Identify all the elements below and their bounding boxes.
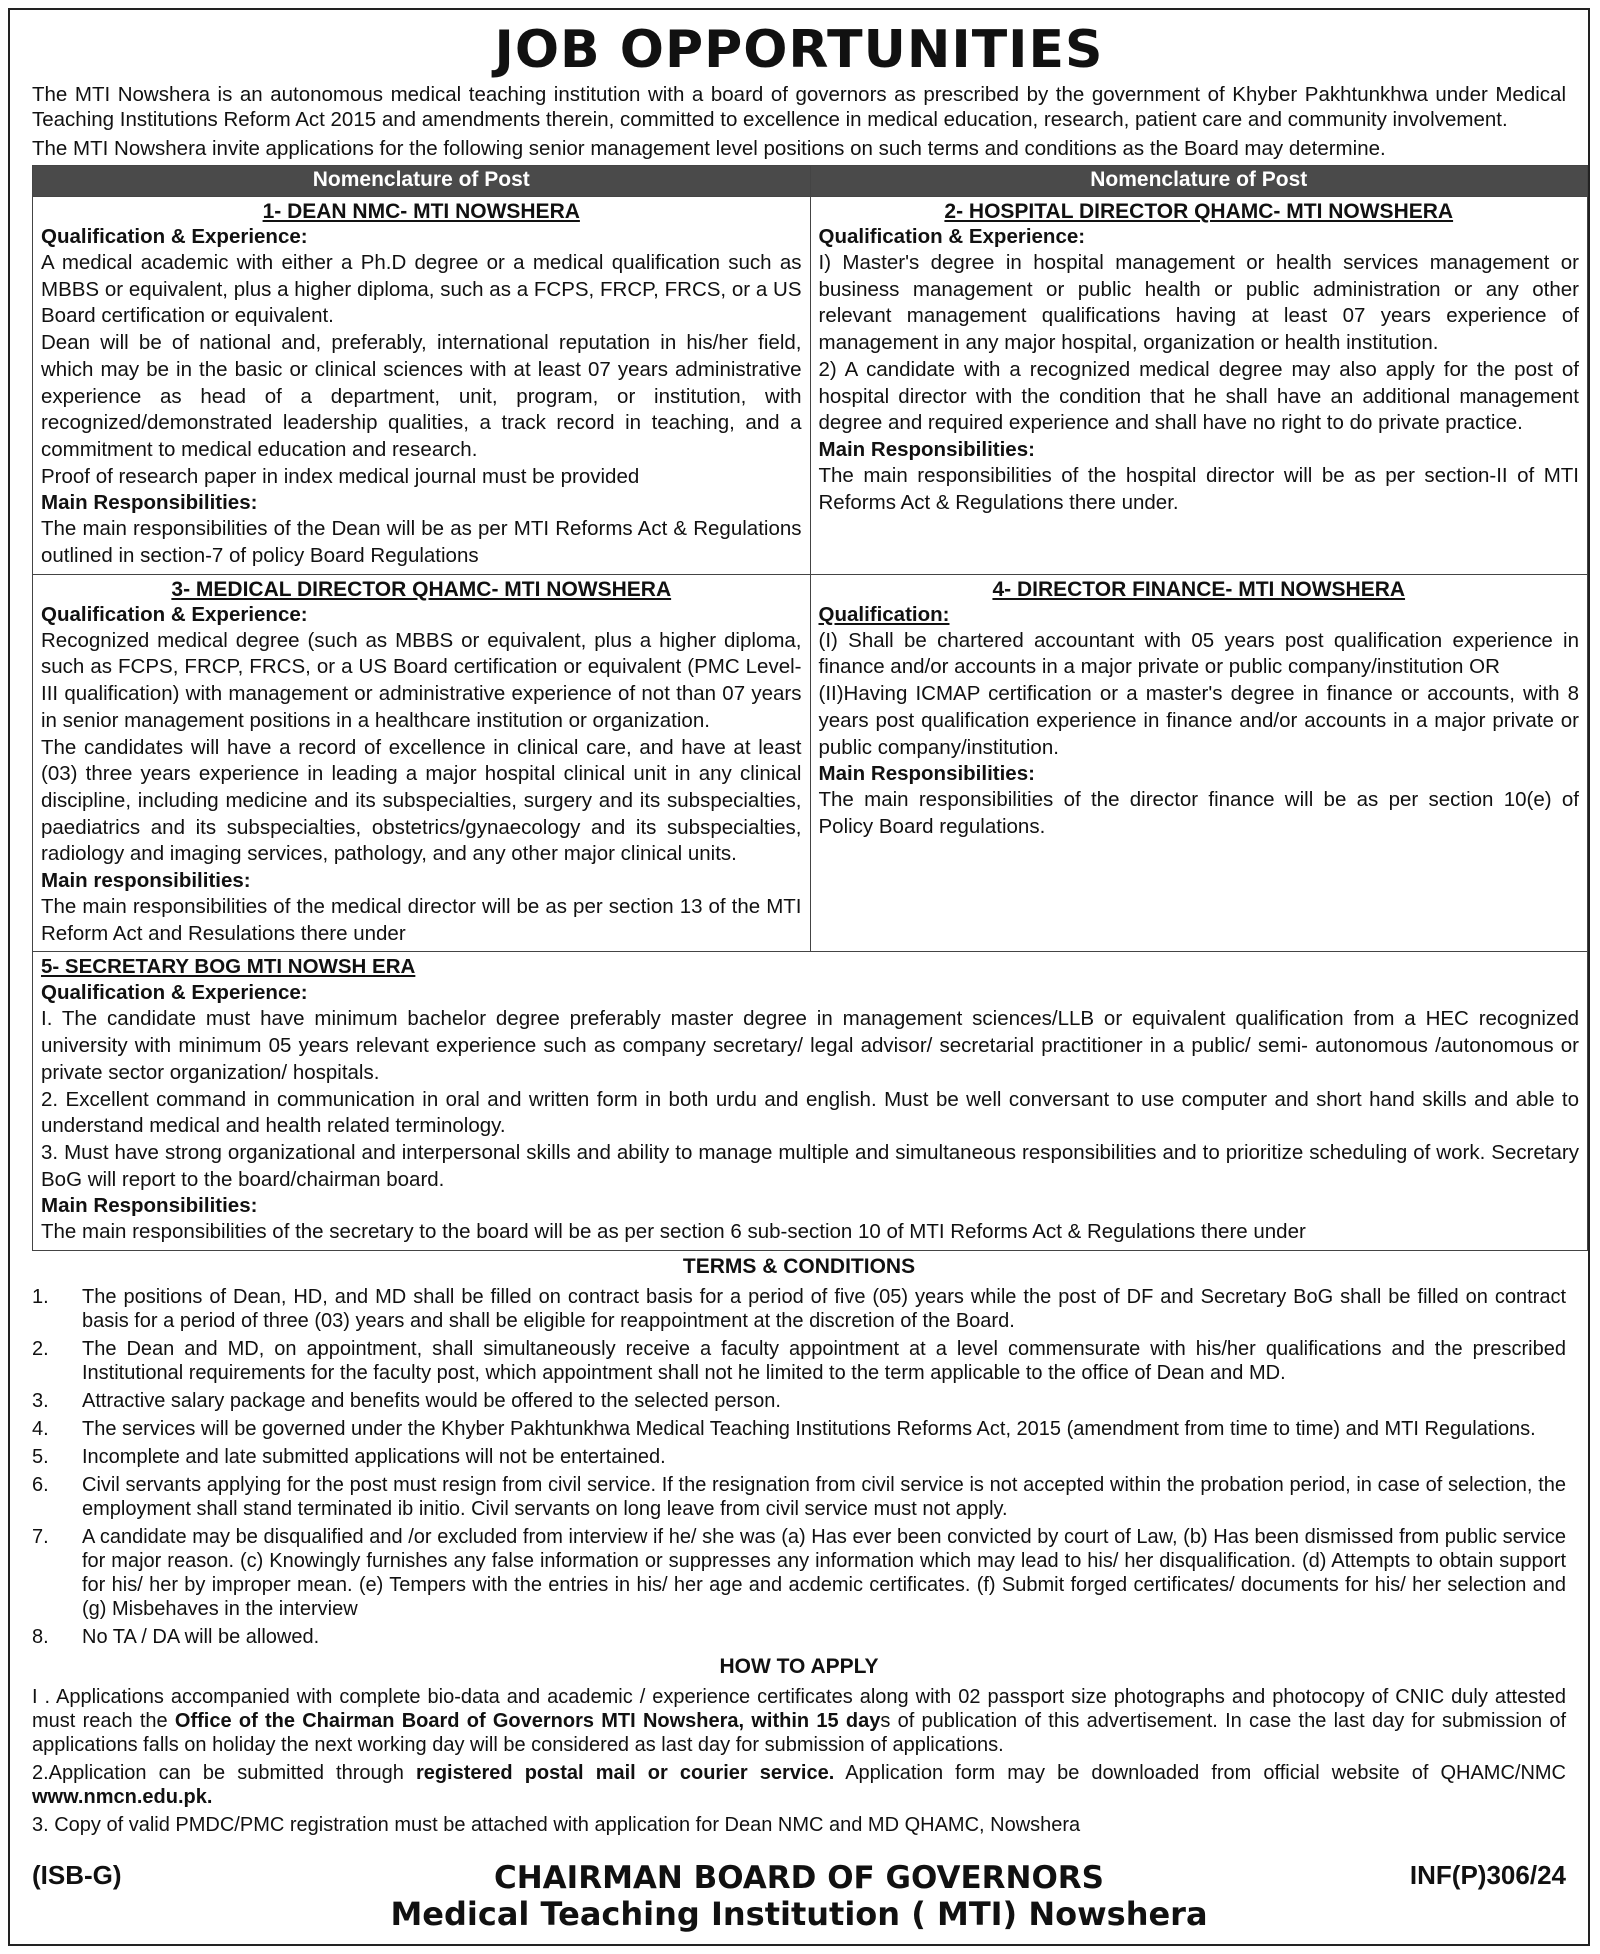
responsibilities-text: The main responsibilities of the secretary to the board will be as per section 6 sub-section 10 of MTI Reforms Act & Regulations there under xyxy=(41,1220,1306,1244)
term-number: 8. xyxy=(32,1626,49,1649)
term-text: Civil servants applying for the post must resign from civil service. If the resignation from civil service is not accepted within the probation period, in case of selection, the employment shall stand terminated ib initio. Civil servants on long leave from civil service must not apply. xyxy=(82,1474,1566,1521)
intro-paragraph-2: The MTI Nowshera invite applications for the following senior management level positions on such terms and conditions as the Board may determine. xyxy=(32,137,1386,160)
terms-list xyxy=(32,1285,1566,1649)
footer xyxy=(32,1860,1566,1932)
term-text: A candidate may be disqualified and /or excluded from interview if he/ she was (a) Has ever been convicted by court of Law, (b) Has been dismissed from public service for major reason. (c) Knowingly furnishes any false information or suppresses any information which may lead to his/ her disqualification. (d) Attempts to obtain support for his/ her by improper mean. (e) Tempers with the entries in his/ her age and acdemic certificates. (f) Submit forged certificates/ documents for his/ her selection and (g) Misbehaves in the interview xyxy=(82,1526,1566,1621)
term-item xyxy=(32,1473,1566,1521)
post-medical-director-cell xyxy=(33,574,811,952)
responsibilities-label: Main Responsibilities: xyxy=(818,762,1035,786)
qualification-text: Recognized medical degree (such as MBBS or equivalent, plus a higher diploma, such as FCPS, FRCP, FRCS, or a US Board certification or equivalent (PMC Level-III qualification) with management or administrative experience of not than 07 years in senior management positions in a healthcare institution or organization. The candidates will have a record of excellence in clinical care, and have at least (03) three years experience in leading a major hospital clinical unit in any clinical discipline, including medicine and its subspecialties, surgery and its subspecialties, paediatrics and its subspecialties, obstetrics/gynaecology and its subspecialties, radiology and imaging services, pathology, and any other major clinical units. xyxy=(41,628,802,866)
qualification-text: I) Master's degree in hospital management or health services management or business management or public health or public administration or any other relevant management qualifications having at least 07 years experience of management in any major hospital, organization or health institution. 2) A candidate with a recognized medical degree may also apply for the post of hospital director with the condition that he shall have an additional management degree and required experience and shall have no right to do private practice. xyxy=(818,251,1579,435)
qualification-text: A medical academic with either a Ph.D degree or a medical qualification such as MBBS or equivalent, plus a higher diploma, such as a FCPS, FRCP, FRCS, or a US Board certification or equivalent. Dean will be of national and, preferably, international reputation in his/her field, which may be in the basic or clinical sciences with at least 07 years administrative experience as head of a department, unit, program, or institution, with recognized/demonstrated leadership qualities, a track record in teaching, and a commitment to medical education and research. Proof of research paper in index medical journal must be provided xyxy=(41,251,802,488)
footer-signatory xyxy=(32,1860,1566,1932)
term-item xyxy=(32,1337,1566,1385)
term-number: 4. xyxy=(32,1418,49,1441)
footer-code-right: INF(P)306/24 xyxy=(1409,1860,1566,1890)
term-number: 6. xyxy=(32,1474,49,1497)
qualification-label: Qualification & Experience: xyxy=(41,225,308,248)
column-header-left: Nomenclature of Post xyxy=(33,166,811,197)
apply-item-text: I . Applications accompanied with complete bio-data and academic / experience certificates along with 02 passport size photographs and photocopy of CNIC duly attested must reach the xyxy=(32,1686,1566,1733)
post-director-finance-cell xyxy=(810,574,1588,952)
term-item xyxy=(32,1525,1566,1621)
term-item xyxy=(32,1625,1566,1649)
term-text: The services will be governed under the Khyber Pakhtunkhwa Medical Teaching Institutions Reforms Act, 2015 (amendment from time to time) and MTI Regulations. xyxy=(82,1418,1536,1441)
post-title: 4- DIRECTOR FINANCE- MTI NOWSHERA xyxy=(992,577,1406,601)
advertisement-sheet xyxy=(8,8,1590,1946)
qualification-label: Qualification & Experience: xyxy=(41,602,308,626)
qualification-label: Qualification: xyxy=(818,602,950,626)
term-item xyxy=(32,1285,1566,1333)
apply-office-highlight: Office of the Chairman Board of Governors MTI Nowshera, within 15 day xyxy=(174,1710,881,1733)
footer-code-left: (ISB-G) xyxy=(32,1860,122,1890)
signatory-title: CHAIRMAN BOARD OF GOVERNORS xyxy=(493,1860,1105,1896)
secretary-item: I. The candidate must have minimum bachelor degree preferably master degree in management sciences/LLB or equivalent qualification from a HEC recognized university with minimum 05 years relevant experience such as company secretary/ legal advisor/ secretarial practitioner in a public/ semi- autonomous /autonomous or private sector organization/ hospitals. xyxy=(41,1007,1579,1084)
qualification-label: Qualification & Experience: xyxy=(818,225,1086,248)
responsibilities-label: Main Responsibilities: xyxy=(41,491,258,515)
secretary-item: 2. Excellent command in communication in oral and written form in both urdu and english. Must be well conversant to use computer and short hand skills and able to understand medical and health related terminology. xyxy=(41,1087,1579,1138)
apply-item-text: Application form may be downloaded from official website of QHAMC/NMC xyxy=(834,1762,1566,1785)
responsibilities-text: The main responsibilities of the medical director will be as per section 13 of the MTI Reform Act and Resulations there under xyxy=(41,895,802,945)
post-title: 2- HOSPITAL DIRECTOR QHAMC- MTI NOWSHERA xyxy=(944,200,1454,223)
apply-item: 3. Copy of valid PMDC/PMC registration must be attached with application for Dean NMC and MD QHAMC, Nowshera xyxy=(32,1814,1081,1837)
qualification-text: (I) Shall be chartered accountant with 05 years post qualification experience in finance and/or accounts in a major private or public company/institution OR (II)Having ICMAP certification or a master's degree in finance or accounts, with 8 years post qualification experience in finance and/or accounts in a major private or public company/institution. xyxy=(818,628,1579,759)
post-secretary-cell xyxy=(33,952,1588,1251)
apply-item-text: s of publication of this advertisement. In case the last day for submission of applications falls on holiday the next working day will be considered as last day for submission of applications. xyxy=(32,1710,1567,1757)
term-number: 2. xyxy=(32,1338,49,1361)
term-text: The positions of Dean, HD, and MD shall be filled on contract basis for a period of five (05) years while the post of DF and Secretary BoG shall be filled on contract basis for a period of three (03) years and shall be eligible for reappointment at the discretion of the Board. xyxy=(82,1286,1566,1333)
apply-item xyxy=(32,1761,1566,1809)
term-text: No TA / DA will be allowed. xyxy=(82,1626,320,1649)
term-number: 7. xyxy=(32,1526,49,1549)
term-item xyxy=(32,1417,1566,1441)
term-number: 1. xyxy=(32,1286,49,1309)
post-title: 3- MEDICAL DIRECTOR QHAMC- MTI NOWSHERA xyxy=(171,577,672,601)
how-to-apply-heading: HOW TO APPLY xyxy=(719,1655,879,1679)
responsibilities-text: The main responsibilities of the director finance will be as per section 10(e) of Policy Board regulations. xyxy=(818,788,1579,838)
terms-heading: TERMS & CONDITIONS xyxy=(682,1255,916,1279)
apply-item xyxy=(32,1685,1566,1757)
page-title: JOB OPPORTUNITIES xyxy=(494,20,1104,80)
term-text: Attractive salary package and benefits would be offered to the selected person. xyxy=(82,1390,781,1413)
website-link[interactable]: www.nmcn.edu.pk. xyxy=(32,1786,213,1809)
responsibilities-label: Main Responsibilities: xyxy=(41,1194,258,1218)
terms-section xyxy=(10,1255,1588,1837)
responsibilities-label: Main responsibilities: xyxy=(41,869,251,893)
intro xyxy=(10,82,1588,161)
intro-paragraph-1: The MTI Nowshera is an autonomous medical teaching institution with a board of governors as prescribed by the government of Khyber Pakhtunkhwa under Medical Teaching Institutions Reform Act 2015 and amendments therein, committed to excellence in medical education, research, patient care and community involvement. xyxy=(32,83,1566,131)
responsibilities-text: The main responsibilities of the hospital director will be as per section-II of MTI Reforms Act & Regulations there under. xyxy=(818,463,1579,514)
term-text: The Dean and MD, on appointment, shall simultaneously receive a faculty appointment at a level commensurate with his/her qualifications and the prescribed Institutional requirements for the faculty post, which appointment shall not he limited to the term applicable to the office of Dean and MD. xyxy=(82,1338,1566,1385)
how-to-apply-list xyxy=(32,1685,1566,1837)
post-hospital-director-cell xyxy=(810,197,1588,575)
post-title: 1- DEAN NMC- MTI NOWSHERA xyxy=(262,200,580,223)
qualification-label: Qualification & Experience: xyxy=(41,981,308,1005)
apply-mail-highlight: registered postal mail or courier service. xyxy=(415,1762,835,1785)
term-number: 3. xyxy=(32,1390,49,1413)
secretary-item: 3. Must have strong organizational and interpersonal skills and ability to manage multiple and simultaneous responsibilities and to prioritize scheduling of work. Secretary BoG will report to the board/chairman board. xyxy=(41,1140,1579,1191)
term-item xyxy=(32,1445,1566,1469)
responsibilities-label: Main Responsibilities: xyxy=(818,437,1035,461)
post-dean-cell xyxy=(33,197,811,575)
term-item xyxy=(32,1389,1566,1413)
apply-item-text: 2.Application can be submitted through xyxy=(32,1762,416,1785)
column-header-right: Nomenclature of Post xyxy=(810,166,1588,197)
post-title: 5- SECRETARY BOG MTI NOWSH ERA xyxy=(41,955,416,979)
signatory-institution: Medical Teaching Institution ( MTI) Nowshera xyxy=(390,1895,1208,1933)
responsibilities-text: The main responsibilities of the Dean will be as per MTI Reforms Act & Regulations outlined in section-7 of policy Board Regulations xyxy=(41,517,802,568)
positions-table xyxy=(32,165,1588,1251)
term-number: 5. xyxy=(32,1446,49,1469)
term-text: Incomplete and late submitted applications will not be entertained. xyxy=(82,1446,666,1469)
